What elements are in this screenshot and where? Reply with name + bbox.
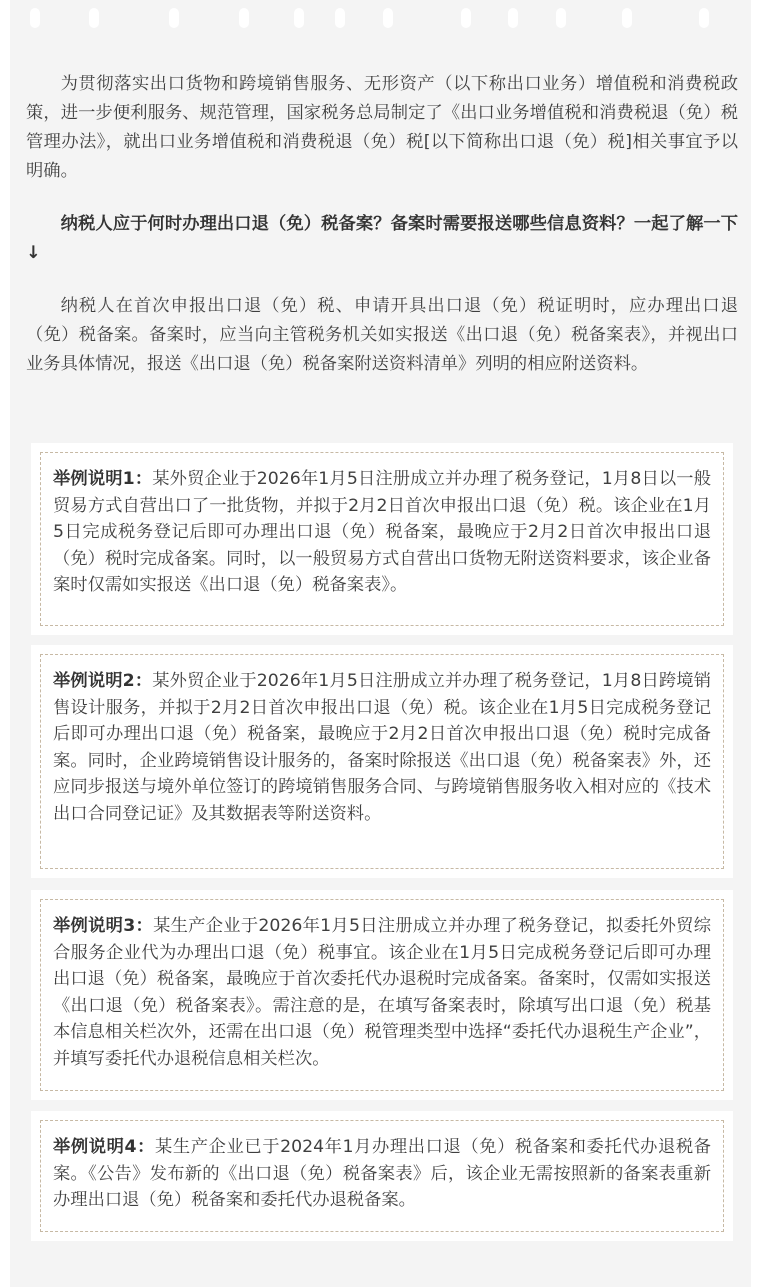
example-card-frame xyxy=(40,452,724,626)
binding-ring xyxy=(508,8,518,28)
binding-ring xyxy=(30,8,40,28)
example-label: 举例说明2： xyxy=(53,671,153,691)
example-card-frame xyxy=(40,899,724,1091)
example-text xyxy=(53,668,711,827)
binding-ring xyxy=(335,8,345,28)
binding-ring xyxy=(461,8,471,28)
example-body: 某外贸企业于2026年1月5日注册成立并办理了税务登记，1月8日以一般贸易方式自营出口了一批货物，并拟于2月2日首次申报出口退（免）税。该企业在1月5日完成税务登记后即可办理出口退（免）税备案，最晚应于2月2日首次申报出口退（免）税时完成备案。同时，以一般贸易方式自营出口货物无附送资料要求，该企业备案时仅需如实报送《出口退（免）税备案表》。 xyxy=(53,469,711,595)
binding-ring xyxy=(383,8,393,28)
article-page xyxy=(10,0,751,1287)
example-label: 举例说明1： xyxy=(53,469,153,489)
example-card-1 xyxy=(31,443,733,635)
example-label: 举例说明3： xyxy=(53,916,154,936)
example-card-2 xyxy=(31,645,733,878)
highlight-question: 纳税人应于何时办理出口退（免）税备案？备案时需要报送哪些信息资料？一起了解一下↓ xyxy=(26,214,738,263)
example-body: 某外贸企业于2026年1月5日注册成立并办理了税务登记，1月8日跨境销售设计服务，并拟于2月2日首次申报出口退（免）税。该企业在1月5日完成税务登记后即可办理出口退（免）税备案，最晚应于2月2日首次申报出口退（免）税时完成备案。同时，企业跨境销售设计服务的，备案时除报送《出口退（免）税备案表》外，还应同步报送与境外单位签订的跨境销售服务合同、与跨境销售服务收入相对应的《技术出口合同登记证》及其数据表等附送资料。 xyxy=(53,671,711,824)
binding-ring xyxy=(294,8,304,28)
example-card-frame xyxy=(40,654,724,869)
intro-paragraph: 为贯彻落实出口货物和跨境销售服务、无形资产（以下称出口业务）增值税和消费税政策，进一步便利服务、规范管理，国家税务总局制定了《出口业务增值税和消费税退（免）税管理办法》，就出口业务增值税和消费税退（免）税[以下简称出口退（免）税]相关事宜予以明确。 xyxy=(26,74,738,181)
example-body: 某生产企业于2026年1月5日注册成立并办理了税务登记，拟委托外贸综合服务企业代为办理出口退（免）税事宜。该企业在1月5日完成税务登记后即可办理出口退（免）税备案，最晚应于首次委托代办退税时完成备案。备案时，仅需如实报送《出口退（免）税备案表》。需注意的是，在填写备案表时，除填写出口退（免）税基本信息相关栏次外，还需在出口退（免）税管理类型中选择“委托代办退税生产企业”，并填写委托代办退税信息相关栏次。 xyxy=(53,916,711,1069)
binding-ring xyxy=(622,8,632,28)
example-label: 举例说明4： xyxy=(53,1137,155,1157)
example-body: 某生产企业已于2024年1月办理出口退（免）税备案和委托代办退税备案。《公告》发布新的《出口退（免）税备案表》后，该企业无需按照新的备案表重新办理出口退（免）税备案和委托代办退税备案。 xyxy=(53,1137,711,1210)
binding-ring xyxy=(169,8,179,28)
example-card-4 xyxy=(31,1111,733,1241)
example-text xyxy=(53,1134,711,1214)
example-card-frame xyxy=(40,1120,724,1232)
binding-ring xyxy=(239,8,249,28)
example-text xyxy=(53,913,711,1072)
binding-ring xyxy=(699,8,709,28)
binding-ring xyxy=(556,8,566,28)
notebook-binding xyxy=(10,0,751,34)
example-card-3 xyxy=(31,890,733,1100)
binding-ring xyxy=(89,8,99,28)
filing-requirement-paragraph: 纳税人在首次申报出口退（免）税、申请开具出口退（免）税证明时，应办理出口退（免）税备案。备案时，应当向主管税务机关如实报送《出口退（免）税备案表》，并视出口业务具体情况，报送《出口退（免）税备案附送资料清单》列明的相应附送资料。 xyxy=(26,296,738,374)
example-text xyxy=(53,466,711,599)
